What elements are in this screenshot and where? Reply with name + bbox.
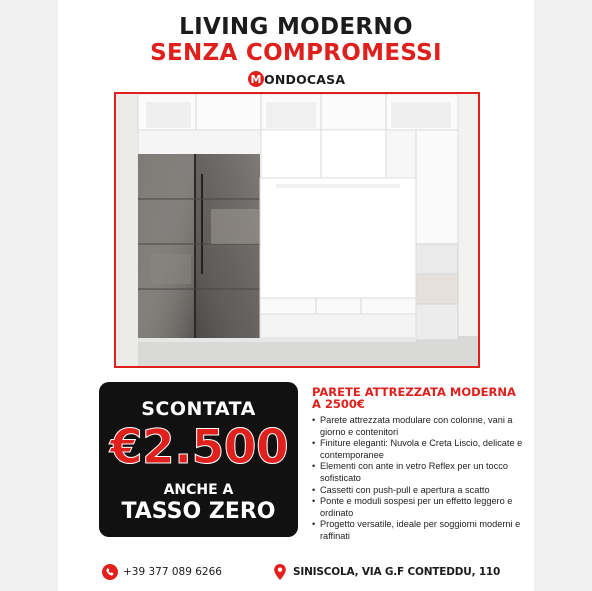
feature-item: • Progetto versatile, ideale per soggiorni moderni e raffinati	[312, 519, 524, 542]
brand-logo	[248, 70, 345, 88]
price-value: €2.500	[109, 420, 289, 475]
feature-item: • Ponte e moduli sospesi per un effetto leggero e ordinato	[312, 496, 524, 519]
feature-item: • Elementi con ante in vetro Reflex per un tocco sofisticato	[312, 461, 524, 484]
feature-list	[312, 415, 524, 543]
phone-number: +39 377 089 6266	[123, 566, 222, 578]
feature-item: • Parete attrezzata modulare con colonne, vani a giorno e contenitori	[312, 415, 524, 438]
financing-line2: TASSO ZERO	[121, 499, 276, 524]
phone-contact[interactable]	[102, 564, 222, 580]
product-description	[312, 386, 524, 543]
mondocasa-logo-icon	[248, 71, 264, 87]
price-badge	[99, 382, 298, 537]
phone-icon	[102, 564, 118, 580]
discount-label: SCONTATA	[141, 398, 256, 420]
feature-item: • Cassetti con push-pull e apertura a scatto	[312, 485, 524, 497]
feature-item: • Finiture eleganti: Nuvola e Creta Liscio, delicate e contemporanee	[312, 438, 524, 461]
headline-line1: LIVING MODERNO	[179, 14, 413, 40]
brand-name: ONDOCASA	[264, 71, 346, 87]
wall-unit-photo	[114, 92, 480, 368]
financing-line1: ANCHE A	[163, 482, 234, 498]
location-pin-icon	[272, 564, 288, 580]
headline-line2: SENZA COMPROMESSI	[150, 40, 442, 66]
address-contact[interactable]	[272, 564, 500, 580]
wall-unit-illustration	[116, 94, 478, 366]
flyer	[58, 0, 534, 591]
logo-mark-letter: M	[250, 72, 262, 86]
product-title: PARETE ATTREZZATA MODERNA A 2500€	[312, 385, 516, 411]
store-address: SINISCOLA, VIA G.F CONTEDDU, 110	[293, 566, 501, 578]
